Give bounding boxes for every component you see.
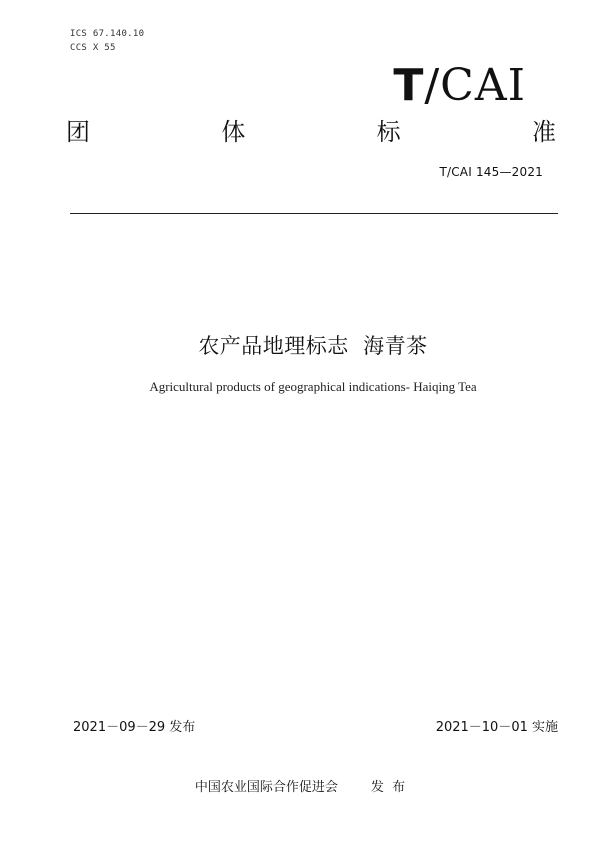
implementation-date: 2021－10－01 实施 bbox=[435, 720, 558, 735]
issue-date: 2021－09－29 发布 bbox=[73, 720, 196, 735]
standard-logo bbox=[393, 62, 526, 110]
logo-slash: / bbox=[424, 60, 440, 111]
standard-type-heading bbox=[66, 118, 556, 146]
logo-letter-t: T bbox=[393, 60, 424, 111]
standard-type-char: 体 bbox=[221, 118, 246, 146]
title-chinese: 农产品地理标志 海青茶 bbox=[198, 334, 428, 358]
logo-letters-cai: CAI bbox=[440, 60, 526, 111]
ics-code: ICS 67.140.10 bbox=[70, 29, 145, 39]
standard-type-char: 准 bbox=[531, 118, 556, 146]
standard-type-char: 团 bbox=[66, 118, 90, 146]
publisher: 中国农业国际合作促进会 发 布 bbox=[194, 780, 406, 795]
standard-number: T/CAI 145—2021 bbox=[439, 165, 543, 179]
title-english: Agricultural products of geographical indications- Haiqing Tea bbox=[149, 379, 477, 394]
ccs-code: CCS X 55 bbox=[70, 43, 116, 53]
standard-type-char: 标 bbox=[376, 118, 401, 146]
header-divider bbox=[70, 213, 558, 214]
